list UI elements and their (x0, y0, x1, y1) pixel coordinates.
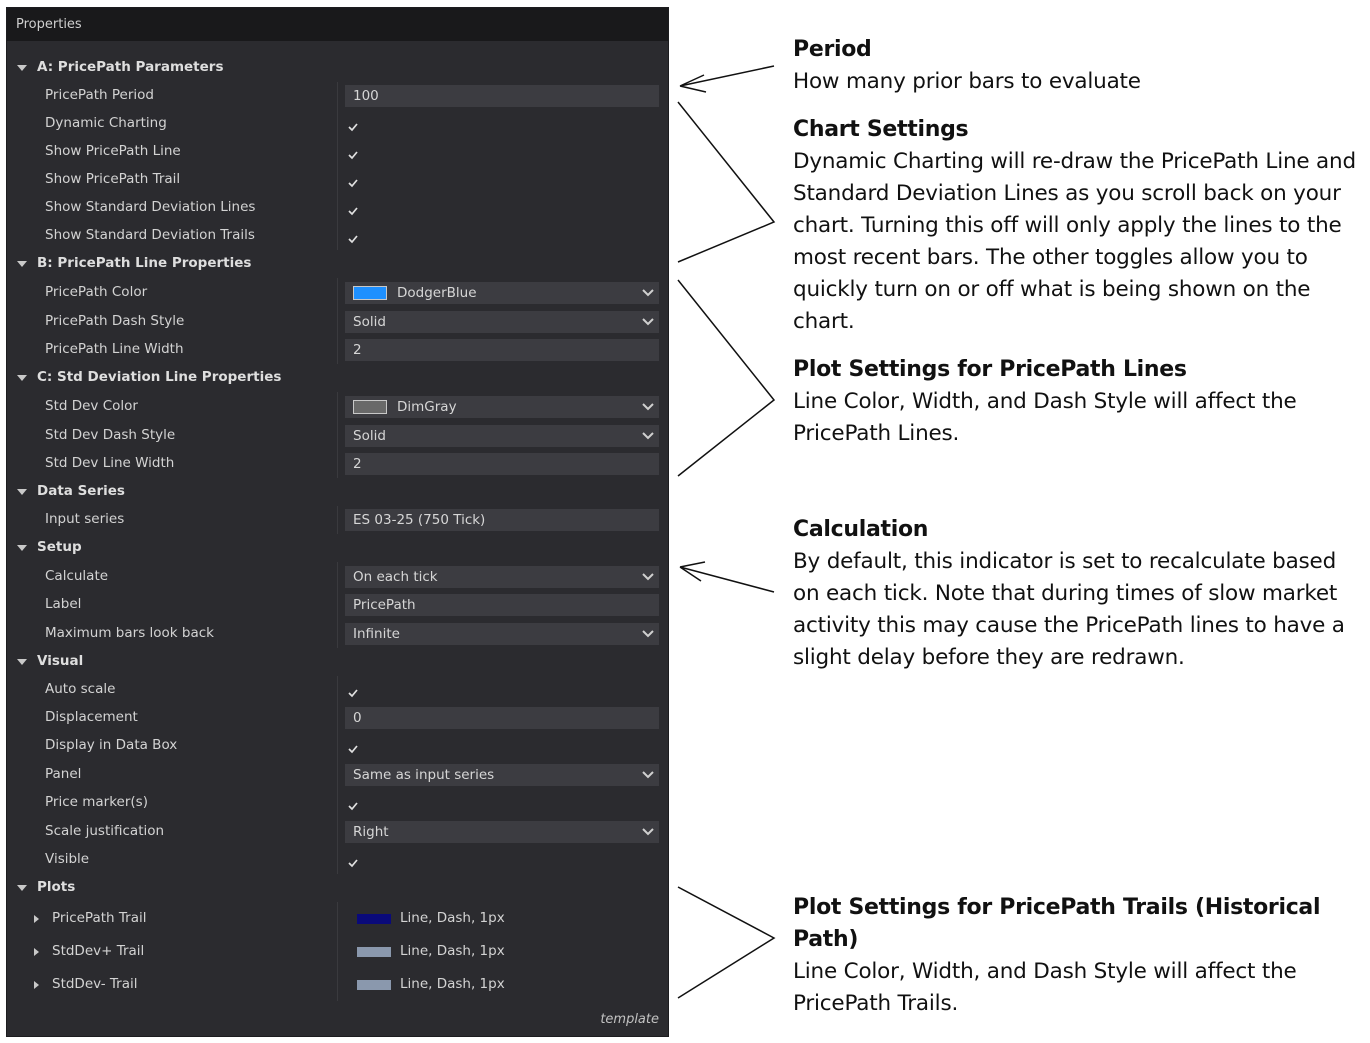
property-label: Price marker(s) (45, 794, 148, 810)
annotation-body: Line Color, Width, and Dash Style will affect the PricePath Lines. (793, 389, 1297, 446)
color-name: DodgerBlue (397, 284, 477, 301)
dropdown-value: Solid (353, 313, 386, 330)
section-title: C: Std Deviation Line Properties (37, 369, 282, 385)
text-field-displacement[interactable]: 0 (345, 707, 659, 729)
property-label: Std Dev Dash Style (45, 426, 176, 443)
property-label: Panel (45, 765, 82, 782)
plot-lines-bracket (678, 280, 774, 476)
property-label: Maximum bars look back (45, 624, 214, 641)
section-title: Plots (37, 879, 76, 895)
dropdown-value: Right (353, 823, 389, 840)
calculation-arrow (680, 562, 774, 592)
text-field-pricepath-line-width[interactable]: 2 (345, 339, 659, 361)
section-title: B: PricePath Line Properties (37, 255, 252, 271)
text-field-input-series[interactable]: ES 03-25 (750 Tick) (345, 509, 659, 531)
property-label: StdDev+ Trail (52, 942, 145, 959)
property-label: Std Dev Line Width (45, 455, 175, 471)
dropdown-value: Same as input series (353, 766, 495, 783)
property-label: Label (45, 596, 82, 612)
annotation-period (793, 34, 1365, 98)
property-label: Display in Data Box (45, 737, 178, 753)
plot-style-text: Line, Dash, 1px (400, 975, 505, 992)
annotation-title: Calculation (793, 517, 929, 542)
annotation-plot-trails (793, 892, 1365, 1020)
property-label: PricePath Color (45, 283, 148, 300)
plot-style-text: Line, Dash, 1px (400, 942, 505, 959)
annotation-body: Dynamic Charting will re-draw the PricePath Line and Standard Deviation Lines as you scroll back on your chart. Turning this off will only apply the lines to the most recent bars. The other toggles allow you to quickly turn on or off what is being shown on the chart. (793, 149, 1356, 334)
section-title: A: PricePath Parameters (37, 59, 224, 75)
property-label: Calculate (45, 567, 109, 584)
annotation-body: Line Color, Width, and Dash Style will affect the PricePath Trails. (793, 959, 1297, 1016)
property-label: Visible (45, 851, 90, 867)
property-label: Input series (45, 511, 125, 527)
annotation-title: Plot Settings for PricePath Lines (793, 357, 1187, 382)
annotation-body: By default, this indicator is set to recalculate based on each tick. Note that during times of slow market activity this may cause the PricePath lines to have a slight delay before they are redrawn. (793, 549, 1345, 670)
property-label: Auto scale (45, 681, 116, 697)
annotation-body: How many prior bars to evaluate (793, 69, 1141, 94)
plot-style-text: Line, Dash, 1px (400, 909, 505, 926)
text-field-std-dev-line-width[interactable]: 2 (345, 453, 659, 475)
property-label: Show PricePath Trail (45, 171, 181, 187)
period-arrow (680, 66, 774, 92)
text-field-pricepath-period[interactable]: 100 (345, 85, 659, 107)
property-label: Displacement (45, 709, 138, 725)
dropdown-value: Solid (353, 427, 386, 444)
dropdown-value: On each tick (353, 568, 438, 585)
panel-title: Properties (7, 8, 668, 41)
template-link[interactable]: template (600, 1012, 659, 1027)
text-field-label[interactable]: PricePath (345, 594, 659, 616)
annotation-calculation (793, 514, 1365, 674)
property-label: Std Dev Color (45, 397, 138, 414)
color-name: DimGray (397, 398, 457, 415)
property-label: Show PricePath Line (45, 143, 181, 159)
annotation-plot-lines (793, 354, 1365, 450)
property-label: Dynamic Charting (45, 115, 167, 131)
property-label: StdDev- Trail (52, 975, 138, 992)
property-label: Scale justification (45, 822, 165, 839)
section-title: Setup (37, 539, 82, 555)
annotation-chart-settings (793, 114, 1365, 338)
dropdown-value: Infinite (353, 625, 400, 642)
annotation-title: Period (793, 37, 872, 62)
property-label: Show Standard Deviation Trails (45, 227, 255, 243)
chart-settings-bracket (678, 102, 774, 262)
annotation-title: Chart Settings (793, 117, 969, 142)
annotation-title: Plot Settings for PricePath Trails (Historical Path) (793, 895, 1321, 952)
section-title: Data Series (37, 483, 125, 499)
property-label: PricePath Trail (52, 909, 147, 926)
plot-trails-bracket (678, 887, 774, 998)
section-title: Visual (37, 653, 84, 669)
property-label: PricePath Period (45, 87, 154, 103)
property-label: Show Standard Deviation Lines (45, 199, 256, 215)
property-label: PricePath Dash Style (45, 312, 185, 329)
property-label: PricePath Line Width (45, 341, 184, 357)
